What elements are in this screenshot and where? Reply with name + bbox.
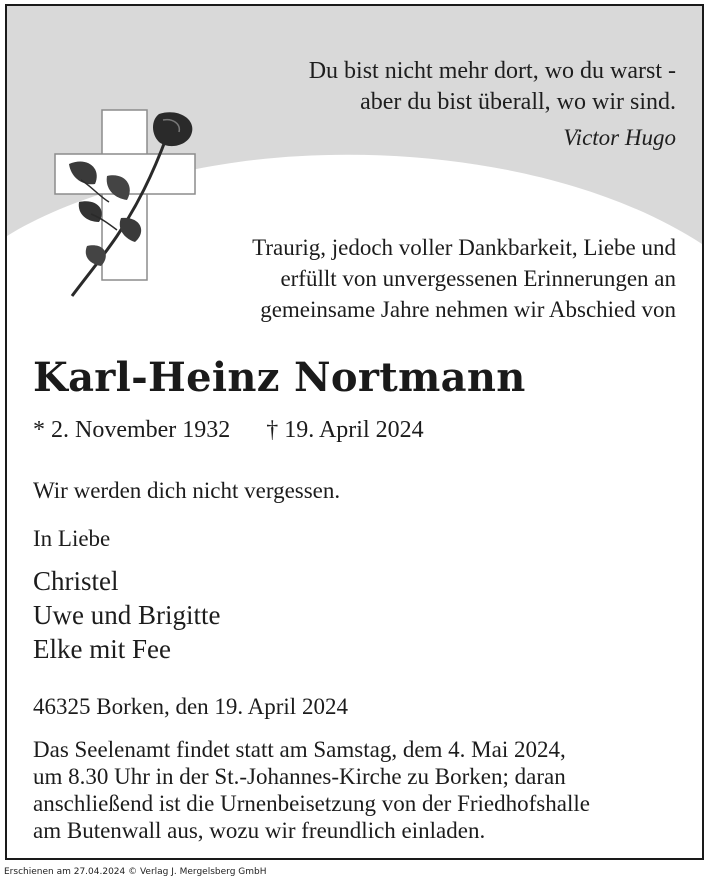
intro-text bbox=[156, 232, 676, 325]
quote-block bbox=[156, 56, 676, 153]
death-date: † 19. April 2024 bbox=[266, 417, 424, 443]
intro-line-2: erfüllt von unvergessenen Erinnerungen an bbox=[280, 266, 676, 291]
service-line-4: am Butenwall aus, wozu wir freundlich einladen. bbox=[33, 818, 486, 843]
deceased-name: Karl-Heinz Nortmann bbox=[33, 354, 526, 401]
family-member: Christel bbox=[33, 566, 119, 596]
quote-line-2: aber du bist überall, wo wir sind. bbox=[360, 89, 676, 115]
intro-line-3: gemeinsame Jahre nehmen wir Abschied von bbox=[260, 297, 676, 322]
family-member: Elke mit Fee bbox=[33, 634, 171, 664]
service-line-3: anschließend ist die Urnenbeisetzung von der Friedhofshalle bbox=[33, 791, 590, 816]
birth-date: * 2. November 1932 bbox=[33, 417, 231, 443]
life-dates bbox=[33, 414, 424, 446]
obituary-notice bbox=[5, 4, 704, 860]
in-love-text: In Liebe bbox=[33, 526, 111, 551]
service-line-1: Das Seelenamt findet statt am Samstag, dem 4. Mai 2024, bbox=[33, 737, 566, 762]
intro-line-1: Traurig, jedoch voller Dankbarkeit, Liebe und bbox=[252, 235, 676, 260]
quote-author: Victor Hugo bbox=[563, 125, 676, 150]
publication-footer: Erschienen am 27.04.2024 © Verlag J. Mergelsberg GmbH bbox=[0, 862, 709, 882]
family-member: Uwe und Brigitte bbox=[33, 600, 221, 630]
service-line-2: um 8.30 Uhr in der St.-Johannes-Kirche zu Borken; daran bbox=[33, 764, 566, 789]
place-date: 46325 Borken, den 19. April 2024 bbox=[33, 694, 348, 719]
service-info bbox=[33, 736, 693, 844]
quote-line-1: Du bist nicht mehr dort, wo du warst - bbox=[308, 58, 676, 84]
memory-text: Wir werden dich nicht vergessen. bbox=[33, 478, 341, 503]
family-list bbox=[33, 564, 220, 666]
